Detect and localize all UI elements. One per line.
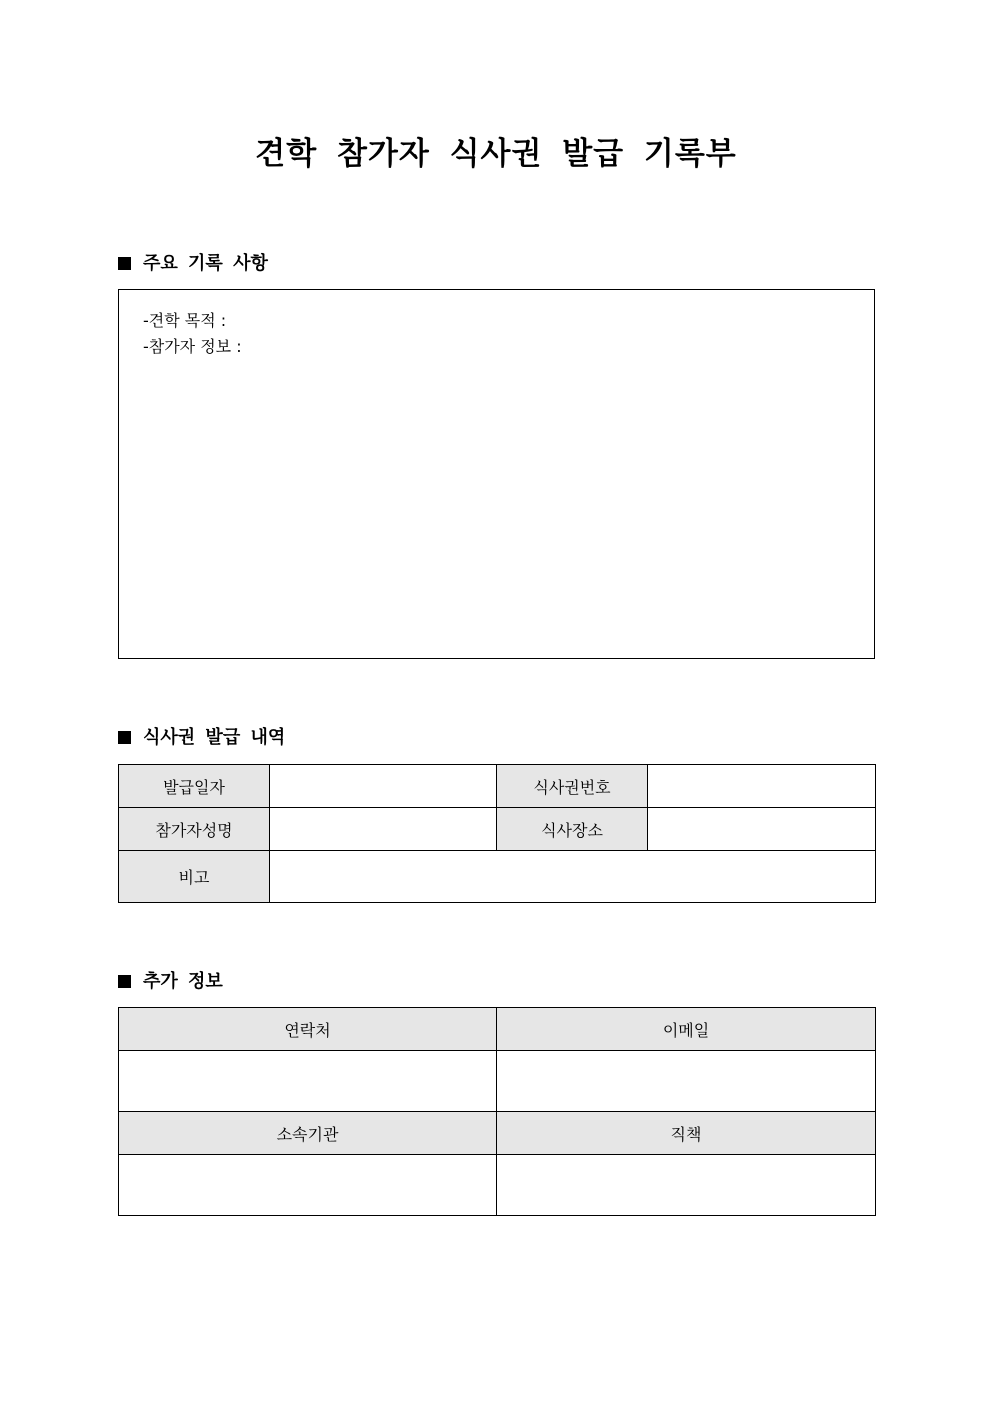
table-row bbox=[119, 808, 876, 851]
records-heading-text: 주요 기록 사항 bbox=[143, 253, 268, 274]
extra-info-table bbox=[118, 1007, 876, 1216]
contact-field[interactable] bbox=[119, 1051, 497, 1112]
email-label: 이메일 bbox=[497, 1008, 876, 1051]
square-bullet-icon bbox=[118, 975, 131, 988]
position-field[interactable] bbox=[497, 1155, 876, 1216]
affiliation-field[interactable] bbox=[119, 1155, 497, 1216]
affiliation-label: 소속기관 bbox=[119, 1112, 497, 1155]
issue-date-label: 발급일자 bbox=[119, 765, 270, 808]
email-field[interactable] bbox=[497, 1051, 876, 1112]
issue-date-field[interactable] bbox=[270, 765, 497, 808]
extra-heading-text: 추가 정보 bbox=[143, 971, 223, 992]
table-row bbox=[119, 1155, 876, 1216]
participant-name-label: 참가자성명 bbox=[119, 808, 270, 851]
extra-section-heading bbox=[118, 969, 223, 995]
contact-label: 연락처 bbox=[119, 1008, 497, 1051]
ticket-number-label: 식사권번호 bbox=[497, 765, 648, 808]
position-label: 직책 bbox=[497, 1112, 876, 1155]
participant-info-line: -참가자 정보 : bbox=[143, 337, 242, 356]
square-bullet-icon bbox=[118, 257, 131, 270]
ticket-number-field[interactable] bbox=[648, 765, 876, 808]
visit-purpose-line: -견학 목적 : bbox=[143, 311, 227, 330]
issuance-table bbox=[118, 764, 876, 903]
table-row bbox=[119, 1112, 876, 1155]
meal-location-label: 식사장소 bbox=[497, 808, 648, 851]
page-title: 견학 참가자 식사권 발급 기록부 bbox=[255, 136, 737, 172]
meal-location-field[interactable] bbox=[648, 808, 876, 851]
square-bullet-icon bbox=[118, 731, 131, 744]
table-row bbox=[119, 851, 876, 903]
table-row bbox=[119, 1008, 876, 1051]
records-section-heading bbox=[118, 251, 268, 277]
records-notes-box[interactable] bbox=[118, 289, 875, 659]
remarks-field[interactable] bbox=[270, 851, 876, 903]
table-row bbox=[119, 765, 876, 808]
remarks-label: 비고 bbox=[119, 851, 270, 903]
participant-name-field[interactable] bbox=[270, 808, 497, 851]
issuance-heading-text: 식사권 발급 내역 bbox=[143, 727, 286, 748]
table-row bbox=[119, 1051, 876, 1112]
issuance-section-heading bbox=[118, 725, 285, 751]
